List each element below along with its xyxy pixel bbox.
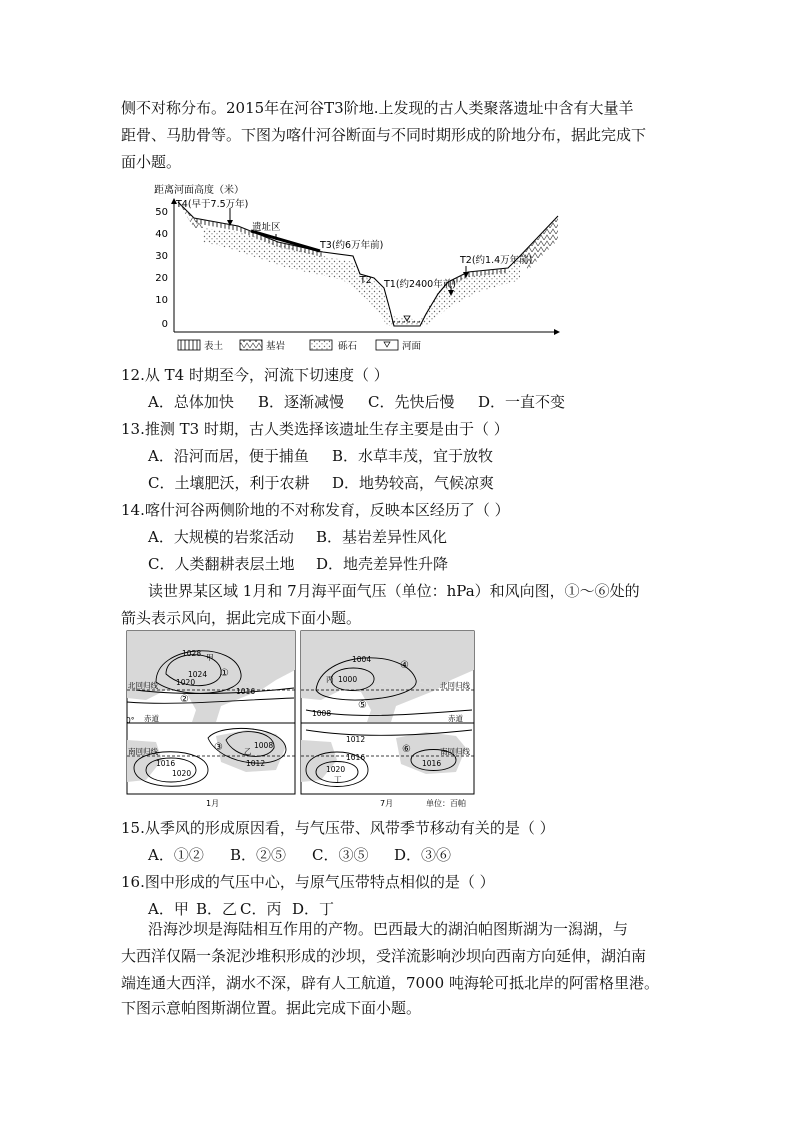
ytick-10: 10: [155, 295, 168, 306]
jan-isobar-1020-s: 1020: [172, 769, 192, 778]
label-t2-right: T2(约1.4万年前): [460, 255, 533, 266]
intro3-line-1: 沿海沙坝是海陆相互作用的产物。巴西最大的湖泊帕图斯湖为一潟湖，与: [148, 920, 629, 938]
question-14-options-row-1: A．大规模的岩浆活动 B．基岩差异性风化: [148, 528, 448, 546]
question-14-stem: 14.喀什河谷两侧阶地的不对称发育，反映本区经历了（ ）: [121, 501, 510, 519]
ytick-40: 40: [155, 229, 168, 240]
label-t2-left: T2: [360, 275, 372, 286]
marker-2: ②: [180, 694, 189, 705]
marker-4: ④: [400, 660, 409, 671]
label-bing: 丙: [326, 675, 334, 684]
ytick-0: 0: [161, 319, 168, 330]
ytick-50: 50: [155, 207, 168, 218]
label-site: 遗址区: [252, 222, 281, 233]
question-13-options-row-2: C．土壤肥沃，利于农耕 D．地势较高，气候凉爽: [148, 474, 495, 492]
jan-isobar-1024: 1024: [188, 670, 208, 679]
question-16-options: A．甲 B．乙 C．丙 D．丁: [148, 900, 335, 918]
intro-line-2: 距骨、马肋骨等。下图为喀什河谷断面与不同时期形成的阶地分布，据此完成下: [121, 126, 647, 144]
label-t4: T4(早于7.5万年): [176, 199, 249, 210]
question-13-stem: 13.推测 T3 时期，古人类选择该遗址生存主要是由于（ ）: [121, 420, 509, 438]
jul-isobar-1000: 1000: [338, 675, 358, 684]
jan-isobar-1016: 1016: [236, 687, 256, 696]
intro3-line-2: 大西洋仅隔一条泥沙堆积形成的沙坝，受洋流影响沙坝向西南方向延伸，湖泊南: [121, 947, 647, 965]
label-t1: T1(约2400年前): [384, 279, 456, 290]
question-14-options-row-2: C．人类翻耕表层土地 D．地壳差异性升降: [148, 555, 449, 573]
jul-isobar-1016-s: 1016: [346, 753, 366, 762]
jul-isobar-1016: 1016: [422, 759, 442, 768]
label-ding: 丁: [334, 775, 342, 784]
intro3-line-4: 下图示意帕图斯湖位置。据此完成下面小题。: [121, 999, 422, 1017]
valley-cross-section-figure: [148, 180, 568, 355]
label-unit: 单位：百帕: [426, 799, 466, 808]
jan-north-tropic: 北回归线: [128, 681, 158, 690]
jan-isobar-1016-s: 1016: [156, 759, 176, 768]
label-jia: 甲: [206, 653, 214, 662]
jan-zero: 0°: [126, 716, 135, 725]
pressure-map-figure: [126, 630, 476, 810]
legend-gravel: 砾石: [338, 341, 358, 352]
ytick-30: 30: [155, 251, 168, 262]
marker-6: ⑥: [402, 744, 411, 755]
jan-equator: 赤道: [144, 714, 159, 723]
jul-isobar-1020: 1020: [326, 765, 346, 774]
marker-1: ①: [220, 668, 229, 679]
question-12-options: A．总体加快 B．逐渐减慢 C．先快后慢 D．一直不变: [148, 393, 566, 411]
jul-north-tropic: 北回归线: [440, 681, 470, 690]
jul-equator: 赤道: [448, 714, 463, 723]
intro2-line-1: 读世界某区域 1月和 7月海平面气压（单位：hPa）和风向图，①～⑥处的: [148, 582, 640, 600]
jan-isobar-1028: 1028: [182, 649, 202, 658]
jul-south-tropic: 南回归线: [440, 747, 470, 756]
jan-isobar-1008: 1008: [254, 741, 274, 750]
intro3-line-3: 端连通大西洋，湖水不深，辟有人工航道，7000 吨海轮可抵北岸的阿雷格里港。: [121, 974, 659, 992]
marker-5: ⑤: [358, 700, 367, 711]
question-16-stem: 16.图中形成的气压中心，与原气压带特点相似的是（ ）: [121, 873, 495, 891]
intro-line-1: 侧不对称分布。2015年在河谷T3阶地.上发现的古人类聚落遗址中含有大量羊: [121, 99, 634, 117]
label-t3: T3(约6万年前): [320, 240, 384, 251]
label-january: 1月: [206, 799, 220, 808]
jul-isobar-1012: 1012: [346, 735, 366, 744]
jul-isobar-1004: 1004: [352, 655, 372, 664]
jan-south-tropic: 南回归线: [128, 747, 158, 756]
question-13-options-row-1: A．沿河而居，便于捕鱼 B．水草丰茂，宜于放牧: [148, 447, 494, 465]
legend-bedrock: 基岩: [266, 341, 286, 352]
question-12-stem: 12.从 T4 时期至今，河流下切速度（ ）: [121, 366, 389, 384]
intro2-line-2: 箭头表示风向，据此完成下面小题。: [121, 609, 362, 627]
ytick-20: 20: [155, 273, 168, 284]
legend-soil: 表土: [204, 341, 224, 352]
intro-line-3: 面小题。: [121, 153, 182, 171]
marker-3: ③: [214, 742, 223, 753]
label-july: 7月: [380, 799, 394, 808]
legend-river: 河面: [402, 341, 422, 352]
question-15-stem: 15.从季风的形成原因看，与气压带、风带季节移动有关的是（ ）: [121, 819, 555, 837]
question-15-options: A．①② B．②⑤ C．③⑤ D．③⑥: [148, 846, 452, 864]
jan-isobar-1012: 1012: [246, 759, 266, 768]
figure1-ylabel: 距离河面高度（米）: [154, 185, 244, 196]
label-yi: 乙: [244, 747, 252, 756]
jul-isobar-1008: 1008: [312, 709, 332, 718]
jan-isobar-1020: 1020: [176, 678, 196, 687]
